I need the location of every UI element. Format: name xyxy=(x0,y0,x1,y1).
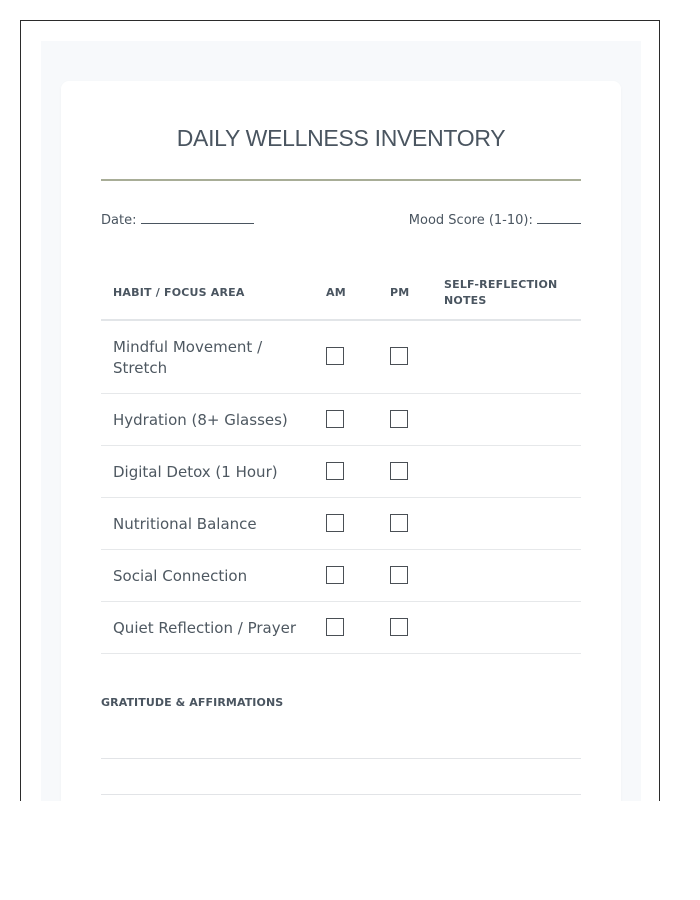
gratitude-heading: GRATITUDE & AFFIRMATIONS xyxy=(101,696,284,709)
page-title: DAILY WELLNESS INVENTORY xyxy=(176,125,506,151)
habit-label: Digital Detox (1 Hour) xyxy=(113,463,278,481)
date-blank-line[interactable] xyxy=(141,213,254,224)
worksheet-card xyxy=(61,81,621,801)
mood-score-blank-line[interactable] xyxy=(537,213,581,224)
table-row xyxy=(101,498,581,550)
am-checkbox[interactable] xyxy=(326,618,344,636)
habit-label: Nutritional Balance xyxy=(113,515,257,533)
pm-checkbox[interactable] xyxy=(390,566,408,584)
am-checkbox[interactable] xyxy=(326,410,344,428)
pm-checkbox[interactable] xyxy=(390,410,408,428)
pm-checkbox[interactable] xyxy=(390,462,408,480)
habit-label: Quiet Reflection / Prayer xyxy=(113,619,296,637)
table-row xyxy=(101,602,581,654)
date-field[interactable] xyxy=(101,213,254,228)
habit-label-line2: Stretch xyxy=(113,359,168,377)
header-notes-line1: SELF-REFLECTION xyxy=(444,278,558,291)
header-pm: PM xyxy=(390,286,410,299)
title-divider xyxy=(101,179,581,181)
am-checkbox[interactable] xyxy=(326,462,344,480)
am-checkbox[interactable] xyxy=(326,347,344,365)
table-row xyxy=(101,321,581,394)
table-row xyxy=(101,550,581,602)
header-notes-line2: NOTES xyxy=(444,294,487,307)
habit-label: Social Connection xyxy=(113,567,248,585)
table-row xyxy=(101,446,581,498)
pm-checkbox[interactable] xyxy=(390,514,408,532)
date-label: Date: xyxy=(101,213,137,228)
header-notes xyxy=(444,277,557,309)
page-frame xyxy=(20,20,660,801)
pm-checkbox[interactable] xyxy=(390,347,408,365)
header-am: AM xyxy=(326,286,346,299)
mood-score-label: Mood Score (1-10): xyxy=(408,213,533,228)
gratitude-writing-line[interactable] xyxy=(101,758,581,759)
pm-checkbox[interactable] xyxy=(390,618,408,636)
habit-label-line1: Mindful Movement / xyxy=(113,338,263,356)
am-checkbox[interactable] xyxy=(326,566,344,584)
gratitude-writing-line[interactable] xyxy=(101,794,581,795)
table-header xyxy=(101,267,581,321)
table-row xyxy=(101,394,581,446)
page-background xyxy=(41,41,641,801)
habit-label: Hydration (8+ Glasses) xyxy=(113,411,288,429)
mood-score-field[interactable] xyxy=(409,213,581,228)
am-checkbox[interactable] xyxy=(326,514,344,532)
header-habit: HABIT / FOCUS AREA xyxy=(113,286,245,299)
habit-label xyxy=(113,337,262,379)
